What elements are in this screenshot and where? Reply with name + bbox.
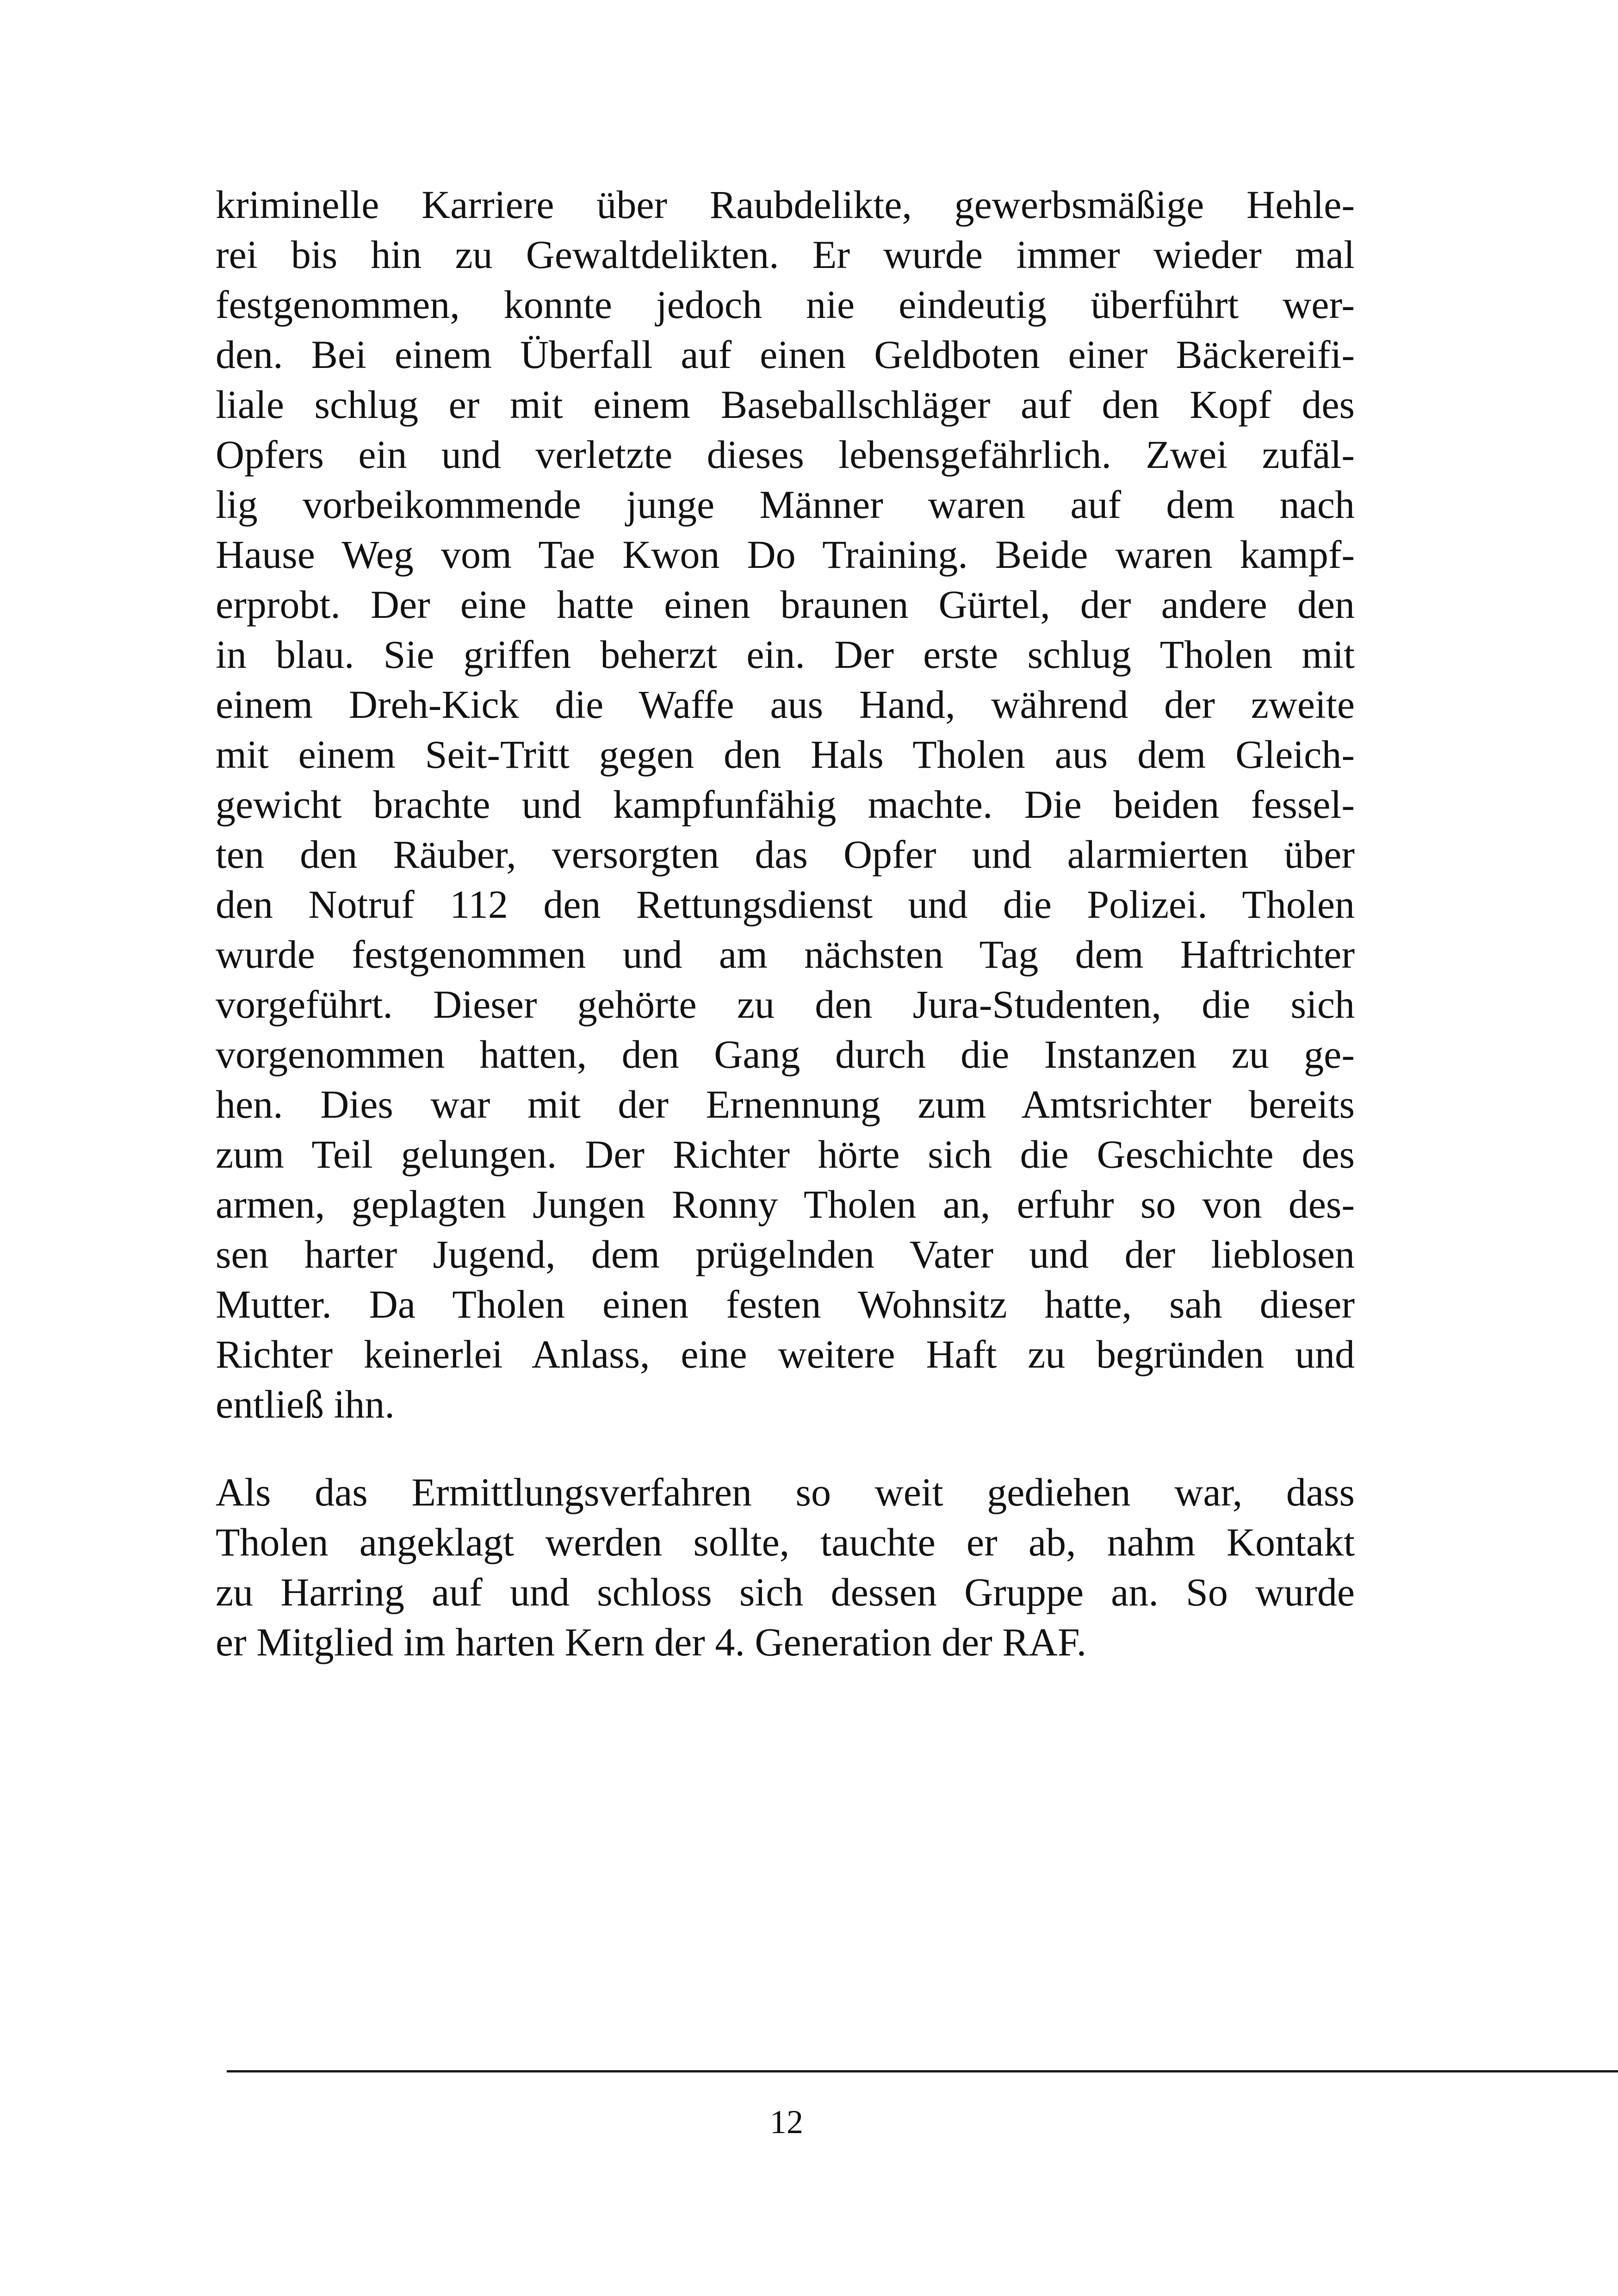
page-number: 12 [770,2103,803,2140]
text-line: kriminelle Karriere über Raubdelikte, gewerbsmäßige Hehle- [216,182,1355,227]
text-line: zum Teil gelungen. Der Richter hörte sich die Geschichte des [216,1132,1355,1176]
text-line: einem Dreh-Kick die Waffe aus Hand, während der zweite [216,682,1355,727]
text-line: er Mitglied im harten Kern der 4. Generation der RAF. [216,1620,1087,1664]
paragraph-1 [216,180,1355,1429]
body-text [216,180,1355,1667]
text-line: Hause Weg vom Tae Kwon Do Training. Beide waren kampf- [216,532,1355,577]
paragraph-spacing [216,1429,1355,1467]
text-line: sen harter Jugend, dem prügelnden Vater und der lieblosen [216,1232,1355,1276]
text-line: vorgenommen hatten, den Gang durch die Instanzen zu ge- [216,1032,1355,1076]
text-line: hen. Dies war mit der Ernennung zum Amtsrichter bereits [216,1082,1355,1126]
text-line: Als das Ermittlungsverfahren so weit gediehen war, dass [216,1470,1355,1514]
text-line: gewicht brachte und kampfunfähig machte. Die beiden fessel- [216,782,1355,827]
text-line: Tholen angeklagt werden sollte, tauchte er ab, nahm Kontakt [216,1520,1355,1564]
text-line: ten den Räuber, versorgten das Opfer und alarmierten über [216,832,1355,877]
text-line: Mutter. Da Tholen einen festen Wohnsitz hatte, sah dieser [216,1282,1355,1326]
text-line: entließ ihn. [216,1382,395,1426]
text-line: lig vorbeikommende junge Männer waren auf dem nach [216,482,1355,527]
text-line: rei bis hin zu Gewaltdelikten. Er wurde immer wieder mal [216,232,1355,277]
text-line: den Notruf 112 den Rettungsdienst und die Polizei. Tholen [216,882,1355,927]
text-line: liale schlug er mit einem Baseballschläger auf den Kopf des [216,382,1355,427]
text-line: mit einem Seit-Tritt gegen den Hals Tholen aus dem Gleich- [216,732,1355,777]
text-line: vorgeführt. Dieser gehörte zu den Jura-Studenten, die sich [216,982,1355,1027]
text-line: armen, geplagten Jungen Ronny Tholen an, erfuhr so von des- [216,1182,1355,1226]
footer-divider [227,2070,1618,2072]
text-line: erprobt. Der eine hatte einen braunen Gürtel, der andere den [216,582,1355,627]
text-line: Opfers ein und verletzte dieses lebensgefährlich. Zwei zufäl- [216,432,1355,477]
text-line: den. Bei einem Überfall auf einen Geldboten einer Bäckereifi- [216,332,1355,377]
text-line: wurde festgenommen und am nächsten Tag dem Haftrichter [216,932,1355,977]
text-line: in blau. Sie griffen beherzt ein. Der erste schlug Tholen mit [216,632,1355,677]
text-line: festgenommen, konnte jedoch nie eindeutig überführt wer- [216,282,1355,327]
paragraph-2 [216,1467,1355,1667]
text-line: zu Harring auf und schloss sich dessen Gruppe an. So wurde [216,1570,1355,1614]
text-line: Richter keinerlei Anlass, eine weitere Haft zu begründen und [216,1332,1355,1376]
